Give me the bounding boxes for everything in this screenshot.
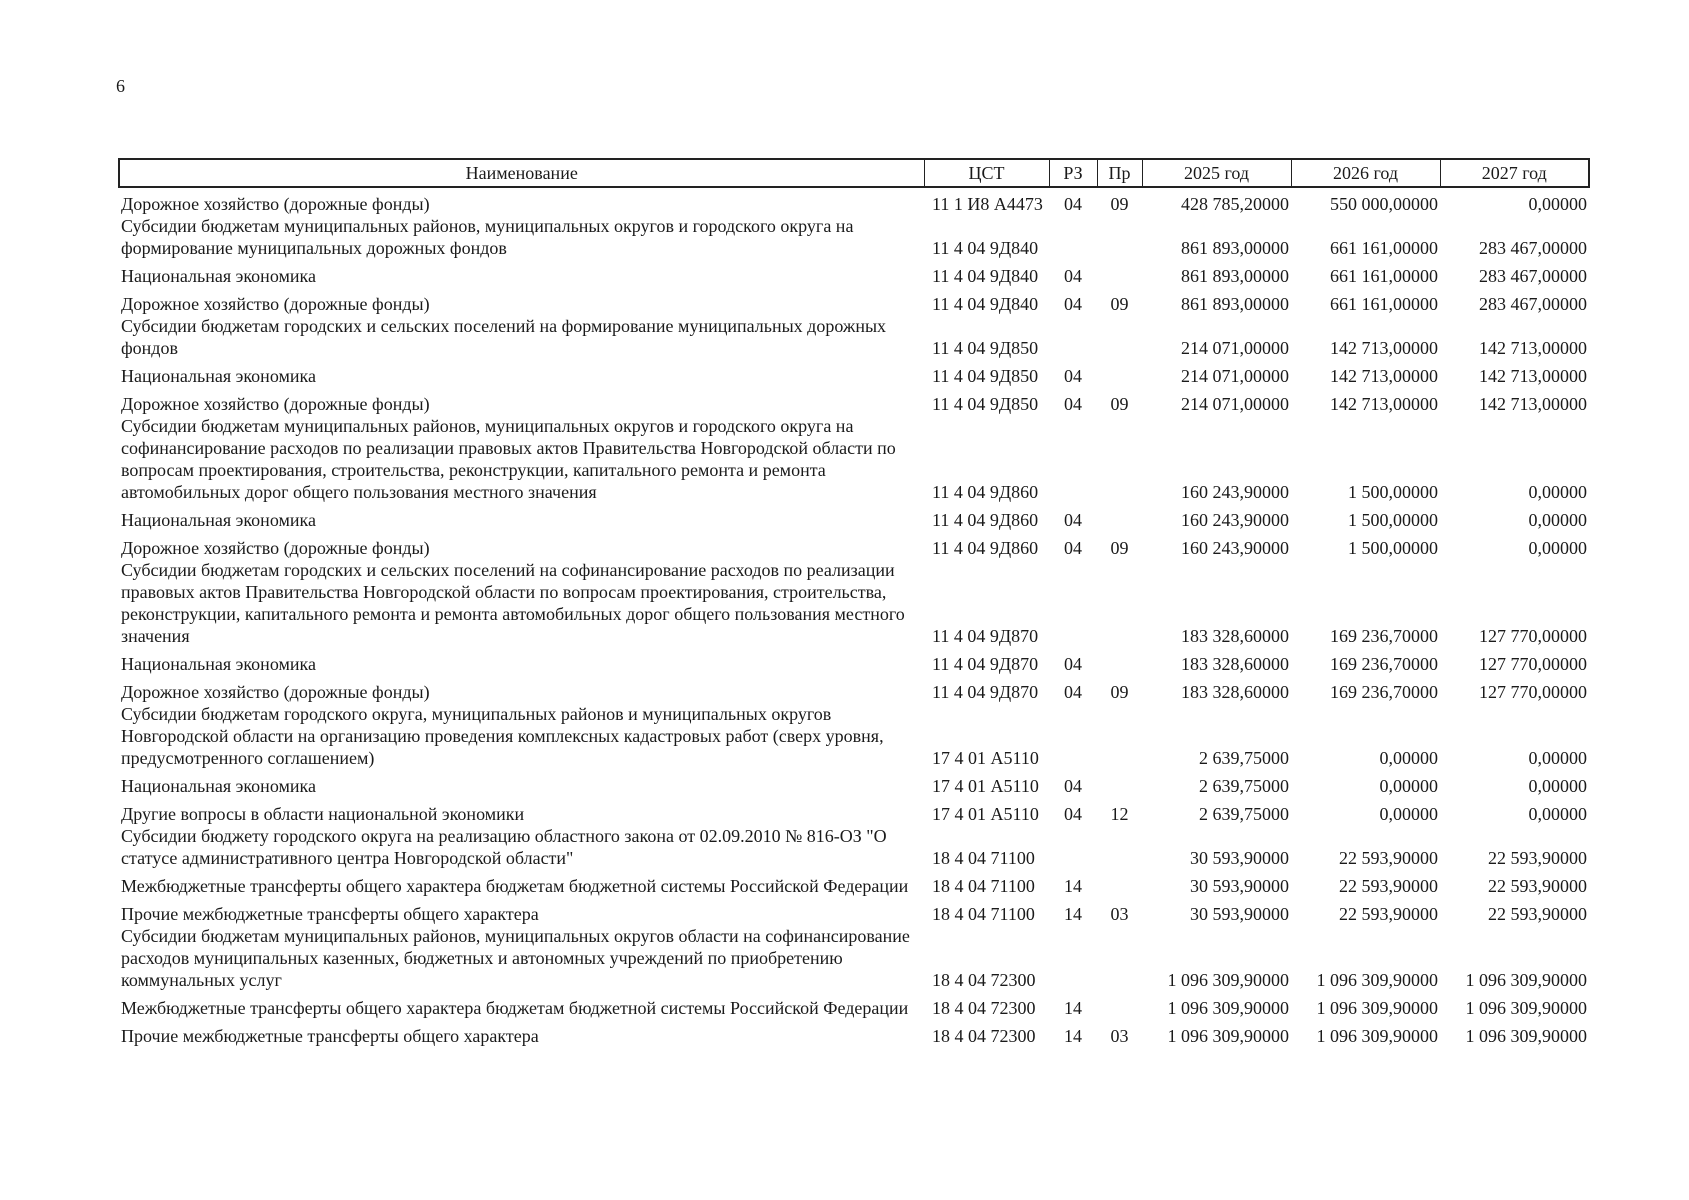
row-2025: 861 893,00000 — [1181, 238, 1289, 258]
table-row — [119, 287, 1589, 315]
row-2025: 861 893,00000 — [1181, 266, 1289, 286]
table-row — [119, 897, 1589, 925]
row-2025: 1 096 309,90000 — [1167, 970, 1289, 990]
row-rz — [1049, 559, 1097, 647]
row-cst: 11 4 04 9Д850 — [932, 394, 1039, 414]
table-row — [119, 187, 1589, 215]
row-2027: 283 467,00000 — [1479, 238, 1587, 258]
row-name: Субсидии бюджету городского округа на реализацию областного закона от 02.09.2010 № 816-ОЗ "О статусе административного центра Новгородской области" — [121, 826, 887, 868]
budget-table — [118, 158, 1590, 1047]
row-name: Субсидии бюджетам муниципальных районов, муниципальных округов области на софинансирование расходов муниципальных казенных, бюджетных и автономных учреждений по приобретению коммунальных услуг — [121, 926, 910, 990]
row-name: Дорожное хозяйство (дорожные фонды) — [121, 682, 430, 702]
row-cst: 11 4 04 9Д860 — [932, 510, 1039, 530]
row-2027: 1 096 309,90000 — [1465, 1026, 1587, 1046]
row-rz — [1049, 703, 1097, 769]
table-row — [119, 825, 1589, 869]
row-2027: 0,00000 — [1528, 748, 1587, 768]
row-name: Дорожное хозяйство (дорожные фонды) — [121, 538, 430, 558]
row-2026: 0,00000 — [1379, 748, 1438, 768]
row-2026: 1 500,00000 — [1348, 510, 1438, 530]
row-2027: 0,00000 — [1528, 804, 1587, 824]
row-rz: 04 — [1064, 394, 1082, 414]
row-name: Субсидии бюджетам муниципальных районов, муниципальных округов и городского округа на софинансирование расходов по реализации правовых актов Правительства Новгородской области по вопросам проектирования, строительства, реконструкции, капитального ремонта и ремонта автомобильных дорог общего пользования местного значения — [121, 416, 896, 502]
row-2025: 183 328,60000 — [1181, 654, 1289, 674]
row-name: Другие вопросы в области национальной экономики — [121, 804, 525, 824]
row-2027: 22 593,90000 — [1488, 848, 1587, 868]
row-rz: 04 — [1064, 194, 1082, 214]
row-pr: 09 — [1110, 294, 1129, 314]
row-pr — [1097, 825, 1142, 869]
row-rz — [1049, 415, 1097, 503]
table-row — [119, 531, 1589, 559]
header-rz: РЗ — [1049, 159, 1097, 187]
row-2026: 661 161,00000 — [1330, 266, 1438, 286]
row-2026: 661 161,00000 — [1330, 238, 1438, 258]
header-2027: 2027 год — [1440, 159, 1589, 187]
row-2025: 183 328,60000 — [1181, 626, 1289, 646]
table-row — [119, 315, 1589, 359]
row-2026: 1 500,00000 — [1348, 482, 1438, 502]
row-name: Национальная экономика — [121, 654, 316, 674]
row-name: Субсидии бюджетам городских и сельских поселений на формирование муниципальных дорожных фондов — [121, 316, 887, 358]
row-2025: 1 096 309,90000 — [1167, 998, 1289, 1018]
row-cst: 11 4 04 9Д840 — [932, 294, 1039, 314]
table-row — [119, 869, 1589, 897]
row-rz: 04 — [1064, 682, 1082, 702]
table-row — [119, 797, 1589, 825]
row-cst: 11 1 И8 А4473 — [932, 194, 1043, 214]
row-cst: 11 4 04 9Д850 — [932, 338, 1039, 358]
table-body — [119, 187, 1589, 1047]
row-2027: 0,00000 — [1528, 482, 1587, 502]
table-row — [119, 415, 1589, 503]
row-cst: 11 4 04 9Д850 — [932, 366, 1039, 386]
row-rz: 04 — [1064, 776, 1082, 796]
row-rz: 04 — [1064, 266, 1082, 286]
row-name: Субсидии бюджетам городского округа, муниципальных районов и муниципальных округов Новгородской области на организацию проведения комплексных кадастровых работ (сверх уровня, предусмотренного соглашением) — [121, 704, 884, 768]
table-row — [119, 925, 1589, 991]
row-pr — [1097, 215, 1142, 259]
row-2026: 550 000,00000 — [1330, 194, 1438, 214]
row-2025: 2 639,75000 — [1199, 804, 1289, 824]
row-2027: 1 096 309,90000 — [1465, 970, 1587, 990]
table-row — [119, 703, 1589, 769]
row-2027: 0,00000 — [1528, 194, 1587, 214]
header-2025: 2025 год — [1142, 159, 1291, 187]
row-cst: 11 4 04 9Д840 — [932, 238, 1039, 258]
row-pr — [1097, 315, 1142, 359]
row-rz: 04 — [1064, 538, 1082, 558]
table-row — [119, 1019, 1589, 1047]
row-rz — [1049, 925, 1097, 991]
table-row — [119, 503, 1589, 531]
table-row — [119, 675, 1589, 703]
row-pr: 09 — [1110, 394, 1129, 414]
row-rz: 14 — [1064, 998, 1082, 1018]
row-rz — [1049, 215, 1097, 259]
row-2025: 160 243,90000 — [1181, 482, 1289, 502]
row-rz: 04 — [1064, 366, 1082, 386]
row-2026: 661 161,00000 — [1330, 294, 1438, 314]
row-name: Дорожное хозяйство (дорожные фонды) — [121, 394, 430, 414]
row-2027: 0,00000 — [1528, 776, 1587, 796]
row-rz — [1049, 825, 1097, 869]
row-2027: 1 096 309,90000 — [1465, 998, 1587, 1018]
row-2025: 861 893,00000 — [1181, 294, 1289, 314]
row-name: Прочие межбюджетные трансферты общего характера — [121, 904, 539, 924]
table-row — [119, 991, 1589, 1019]
table-row — [119, 359, 1589, 387]
row-rz — [1049, 315, 1097, 359]
row-rz: 14 — [1064, 1026, 1082, 1046]
row-2027: 142 713,00000 — [1479, 338, 1587, 358]
row-cst: 17 4 01 А5110 — [932, 804, 1039, 824]
row-2025: 428 785,20000 — [1181, 194, 1289, 214]
row-2026: 169 236,70000 — [1330, 626, 1438, 646]
row-pr — [1097, 647, 1142, 675]
row-pr: 12 — [1110, 804, 1129, 824]
row-rz: 14 — [1064, 904, 1082, 924]
row-name: Национальная экономика — [121, 366, 316, 386]
row-pr: 09 — [1110, 194, 1129, 214]
table-row — [119, 559, 1589, 647]
row-2025: 160 243,90000 — [1181, 510, 1289, 530]
row-2026: 0,00000 — [1379, 804, 1438, 824]
row-pr — [1097, 925, 1142, 991]
row-cst: 18 4 04 71100 — [932, 876, 1035, 896]
row-pr — [1097, 259, 1142, 287]
table-row — [119, 215, 1589, 259]
row-2025: 30 593,90000 — [1190, 848, 1289, 868]
row-pr: 09 — [1110, 682, 1129, 702]
row-cst: 11 4 04 9Д870 — [932, 654, 1039, 674]
row-name: Субсидии бюджетам муниципальных районов, муниципальных округов и городского округа на формирование муниципальных дорожных фондов — [121, 216, 854, 258]
row-2025: 1 096 309,90000 — [1167, 1026, 1289, 1046]
row-2026: 142 713,00000 — [1330, 394, 1438, 414]
row-cst: 18 4 04 72300 — [932, 998, 1036, 1018]
row-rz: 04 — [1064, 654, 1082, 674]
row-2026: 169 236,70000 — [1330, 654, 1438, 674]
row-cst: 18 4 04 71100 — [932, 848, 1035, 868]
row-pr — [1097, 703, 1142, 769]
row-pr — [1097, 869, 1142, 897]
row-name: Национальная экономика — [121, 266, 316, 286]
row-name: Дорожное хозяйство (дорожные фонды) — [121, 294, 430, 314]
row-2027: 0,00000 — [1528, 538, 1587, 558]
row-2025: 214 071,00000 — [1181, 366, 1289, 386]
row-cst: 11 4 04 9Д860 — [932, 482, 1039, 502]
header-pr: Пр — [1097, 159, 1142, 187]
row-2027: 0,00000 — [1528, 510, 1587, 530]
row-cst: 18 4 04 72300 — [932, 970, 1036, 990]
row-2027: 283 467,00000 — [1479, 266, 1587, 286]
page-number: 6 — [116, 76, 125, 96]
row-2027: 22 593,90000 — [1488, 904, 1587, 924]
row-2027: 127 770,00000 — [1479, 682, 1587, 702]
row-name: Межбюджетные трансферты общего характера бюджетам бюджетной системы Российской Федерации — [121, 876, 909, 896]
table-row — [119, 647, 1589, 675]
row-cst: 11 4 04 9Д870 — [932, 626, 1039, 646]
row-cst: 11 4 04 9Д870 — [932, 682, 1039, 702]
table-row — [119, 769, 1589, 797]
table-row — [119, 387, 1589, 415]
row-cst: 18 4 04 71100 — [932, 904, 1035, 924]
row-name: Субсидии бюджетам городских и сельских поселений на софинансирование расходов по реализации правовых актов Правительства Новгородской области по вопросам проектирования, строительства, реконструкции, капитального ремонта и ремонта автомобильных дорог общего пользования местного значения — [121, 560, 905, 646]
row-pr: 09 — [1110, 538, 1129, 558]
row-cst: 17 4 01 А5110 — [932, 748, 1039, 768]
row-2025: 2 639,75000 — [1199, 748, 1289, 768]
row-2025: 160 243,90000 — [1181, 538, 1289, 558]
row-rz: 04 — [1064, 510, 1082, 530]
row-pr — [1097, 991, 1142, 1019]
row-2026: 1 096 309,90000 — [1316, 1026, 1438, 1046]
row-pr — [1097, 503, 1142, 531]
row-2027: 142 713,00000 — [1479, 366, 1587, 386]
row-2027: 283 467,00000 — [1479, 294, 1587, 314]
row-cst: 18 4 04 72300 — [932, 1026, 1036, 1046]
row-2026: 1 096 309,90000 — [1316, 970, 1438, 990]
row-2025: 2 639,75000 — [1199, 776, 1289, 796]
row-2026: 1 096 309,90000 — [1316, 998, 1438, 1018]
row-2025: 30 593,90000 — [1190, 876, 1289, 896]
row-pr — [1097, 415, 1142, 503]
row-2025: 214 071,00000 — [1181, 394, 1289, 414]
header-cst: ЦСТ — [924, 159, 1049, 187]
row-2026: 142 713,00000 — [1330, 338, 1438, 358]
row-cst: 11 4 04 9Д860 — [932, 538, 1039, 558]
table-header-row — [119, 159, 1589, 187]
row-2027: 127 770,00000 — [1479, 626, 1587, 646]
row-2026: 169 236,70000 — [1330, 682, 1438, 702]
row-2025: 183 328,60000 — [1181, 682, 1289, 702]
header-2026: 2026 год — [1291, 159, 1440, 187]
row-2026: 0,00000 — [1379, 776, 1438, 796]
row-2027: 22 593,90000 — [1488, 876, 1587, 896]
table-row — [119, 259, 1589, 287]
row-2027: 142 713,00000 — [1479, 394, 1587, 414]
row-name: Прочие межбюджетные трансферты общего характера — [121, 1026, 539, 1046]
row-name: Межбюджетные трансферты общего характера бюджетам бюджетной системы Российской Федерации — [121, 998, 909, 1018]
row-pr — [1097, 359, 1142, 387]
row-name: Национальная экономика — [121, 776, 316, 796]
row-rz: 04 — [1064, 804, 1082, 824]
row-2026: 142 713,00000 — [1330, 366, 1438, 386]
row-2025: 30 593,90000 — [1190, 904, 1289, 924]
row-pr: 03 — [1110, 1026, 1129, 1046]
row-rz: 04 — [1064, 294, 1082, 314]
row-name: Национальная экономика — [121, 510, 316, 530]
row-name: Дорожное хозяйство (дорожные фонды) — [121, 194, 430, 214]
row-cst: 11 4 04 9Д840 — [932, 266, 1039, 286]
row-2025: 214 071,00000 — [1181, 338, 1289, 358]
row-rz: 14 — [1064, 876, 1082, 896]
header-name: Наименование — [119, 159, 924, 187]
row-2026: 1 500,00000 — [1348, 538, 1438, 558]
row-pr — [1097, 559, 1142, 647]
row-pr — [1097, 769, 1142, 797]
row-pr: 03 — [1110, 904, 1129, 924]
row-2027: 127 770,00000 — [1479, 654, 1587, 674]
row-cst: 17 4 01 А5110 — [932, 776, 1039, 796]
row-2026: 22 593,90000 — [1339, 848, 1438, 868]
row-2026: 22 593,90000 — [1339, 904, 1438, 924]
row-2026: 22 593,90000 — [1339, 876, 1438, 896]
